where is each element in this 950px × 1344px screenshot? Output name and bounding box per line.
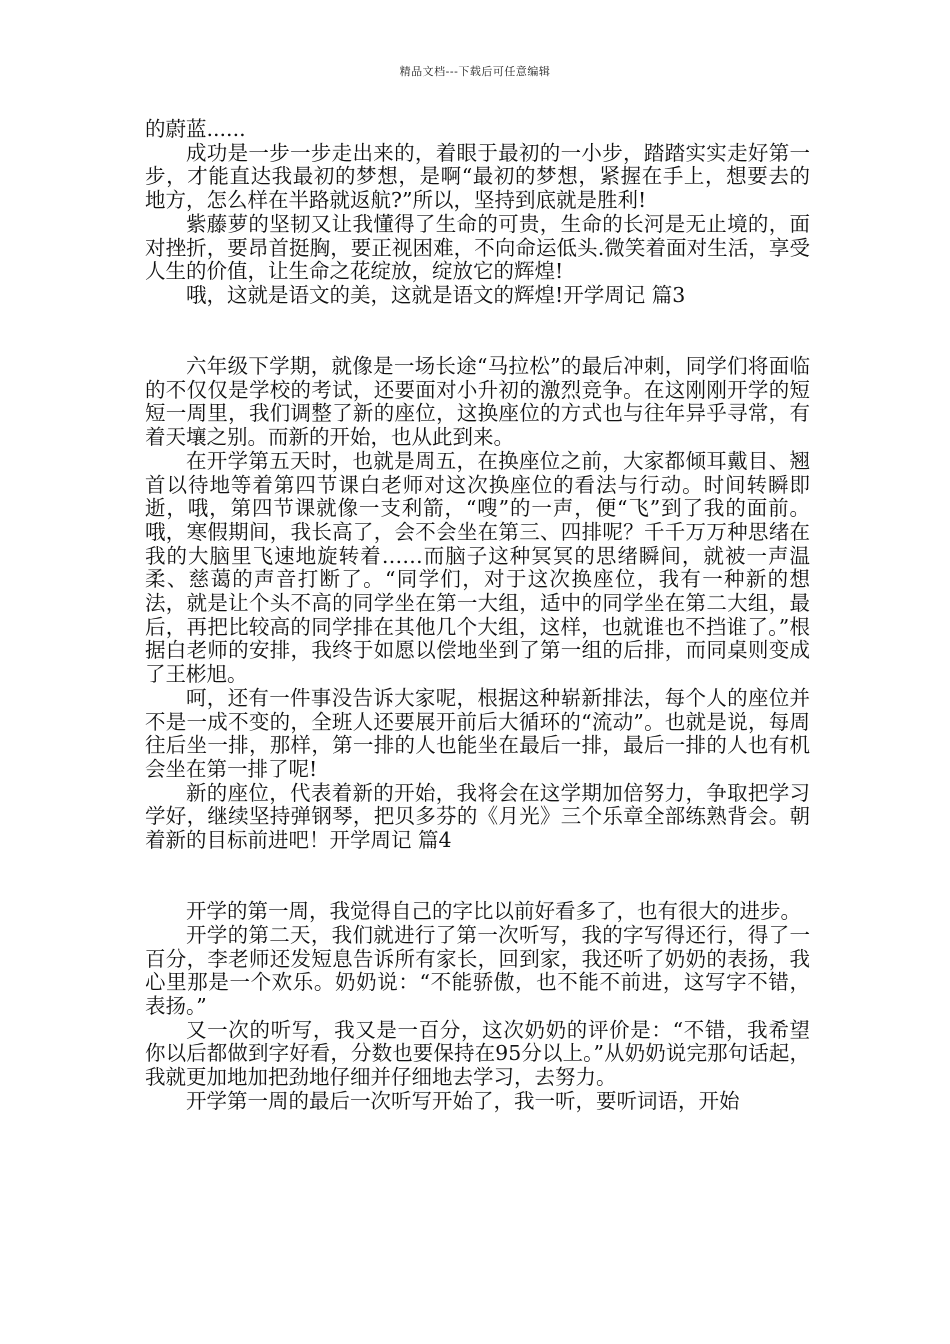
section-gap <box>145 308 810 355</box>
paragraph-8: 新的座位，代表着新的开始，我将会在这学期加倍努力，争取把学习学好，继续坚持弹钢琴，把贝多芬的《月光》三个乐章全部练熟背会。朝着新的目标前进吧！开学周记 篇4 <box>145 780 810 853</box>
paragraph-7: 呵，还有一件事没告诉大家呢，根据这种崭新排法，每个人的座位并不是一成不变的，全班人还要展开前后大循环的“流动”。也就是说，每周往后坐一排，那样，第一排的人也能坐在最后一排，最后一排的人也有机会坐在第一排了呢! <box>145 685 810 781</box>
paragraph-11: 又一次的听写，我又是一百分，这次奶奶的评价是：“不错，我希望你以后都做到字好看，分数也要保持在95分以上。”从奶奶说完那句话起，我就更加地加把劲地仔细并仔细地去学习，去努力。 <box>145 1017 810 1090</box>
paragraph-9: 开学的第一周，我觉得自己的字比以前好看多了，也有很大的进步。 <box>186 899 801 924</box>
document-body <box>145 118 810 1114</box>
paragraph-12: 开学第一周的最后一次听写开始了，我一听，要听词语，开始 <box>186 1088 740 1113</box>
paragraph-5: 六年级下学期，就像是一场长途“马拉松”的最后冲刺，同学们将面临的不仅仅是学校的考试，还要面对小升初的激烈竞争。在这刚刚开学的短短一周里，我们调整了新的座位，这换座位的方式也与往年异乎寻常，有着天壤之别。而新的开始，也从此到来。 <box>145 354 810 450</box>
paragraph-4: 哦，这就是语文的美，这就是语文的辉煌!开学周记 篇3 <box>186 282 686 307</box>
paragraph-2: 成功是一步一步走出来的，着眼于最初的一小步，踏踏实实走好第一步，才能直达我最初的梦想，是啊“最初的梦想，紧握在手上，想要去的地方，怎么样在半路就返航?”所以，坚持到底就是胜利! <box>145 140 810 213</box>
paragraph-10: 开学的第二天，我们就进行了第一次听写，我的字写得还行，得了一百分，李老师还发短息告诉所有家长，回到家，我还听了奶奶的表扬，我心里那是一个欢乐。奶奶说：“不能骄傲，也不能不前进，这写字不错，表扬。” <box>145 922 810 1018</box>
page-header: 精品文档---下载后可任意编辑 <box>399 65 551 78</box>
paragraph-6: 在开学第五天时，也就是周五，在换座位之前，大家都倾耳戴目、翘首以待地等着第四节课白老师对这次换座位的看法与行动。时间转瞬即逝，哦，第四节课就像一支利箭，“嗖”的一声，便“飞”到了我的面前。哦，寒假期间，我长高了，会不会坐在第三、四排呢？千千万万种思绪在我的大脑里飞速地旋转着……而脑子这种冥冥的思绪瞬间，就被一声温柔、慈蔼的声音打断了。“同学们，对于这次换座位，我有一种新的想法，就是让个头不高的同学坐在第一大组，适中的同学坐在第二大组，最后，再把比较高的同学排在其他几个大组，这样，也就谁也不挡谁了。”根据白老师的安排，我终于如愿以偿地坐到了第一组的后排，而同桌则变成了王彬旭。 <box>145 448 810 687</box>
paragraph-1: 的蔚蓝...... <box>145 117 246 141</box>
section-gap <box>145 853 810 900</box>
paragraph-3: 紫藤萝的坚韧又让我懂得了生命的可贵，生命的长河是无止境的，面对挫折，要昂首挺胸，要正视困难，不向命运低头.微笑着面对生活，享受人生的价值，让生命之花绽放，绽放它的辉煌! <box>145 211 810 284</box>
